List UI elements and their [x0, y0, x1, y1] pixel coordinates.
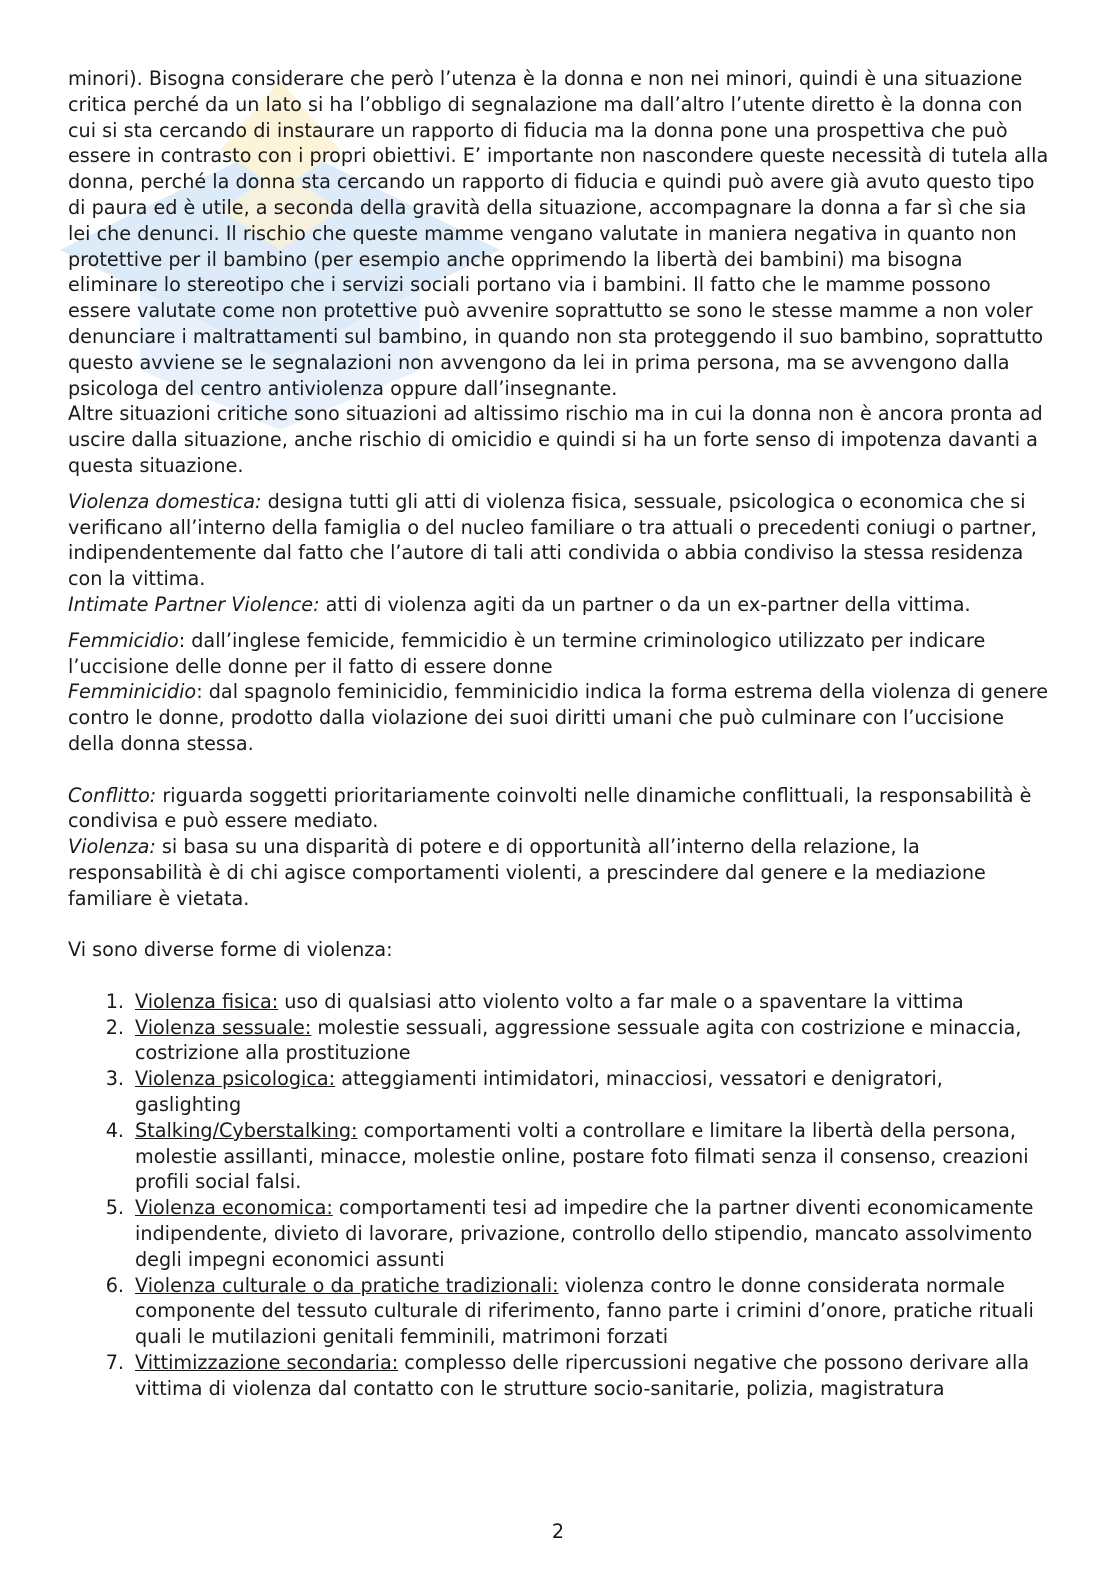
list-item-text: atteggiamenti intimidatori, minacciosi, vessatori e denigratori, gaslighting — [135, 1067, 943, 1117]
definition-feminicide — [68, 679, 1050, 756]
text-ipv: atti di violenza agiti da un partner o da un ex-partner della vittima. — [319, 592, 971, 616]
text-violence: si basa su una disparità di potere e di opportunità all’interno della relazione, la responsabilità è di chi agisce comportamenti violenti, a prescindere dal genere e la mediazione familiare è vietata. — [68, 835, 986, 910]
list-item-text: comportamenti tesi ad impedire che la partner diventi economicamente indipendente, divieto di lavorare, privazione, controllo dello stipendio, mancato assolvimento degli impegni economici assunti — [135, 1196, 1034, 1271]
list-item-text: complesso delle ripercussioni negative che possono derivare alla vittima di violenza dal contatto con le strutture socio-sanitarie, polizia, magistratura — [135, 1351, 1030, 1400]
term-femicide: Femmicidio — [68, 628, 179, 652]
term-feminicide: Femminicidio — [68, 680, 197, 704]
definition-femicide — [68, 628, 1050, 680]
list-item: 6. Violenza culturale o da pratiche tradizionali: violenza contro le donne considerata normale componente del tessuto culturale di riferimento, fanno parte i crimini d’onore, pratiche rituali quali le mutilazioni genitali femminili, matrimoni forzati — [105, 1273, 1034, 1349]
text-feminicide: : dal spagnolo feminicidio, femminicidio indica la forma estrema della violenza di genere contro le donne, prodotto dalla violazione dei suoi diritti umani che può culminare con l’uccisione della donna stessa. — [68, 680, 1049, 755]
list-item-label: Violenza culturale o da pratiche tradizionali: — [135, 1273, 559, 1297]
list-item-label: Stalking/Cyberstalking: — [135, 1118, 358, 1142]
list-item: 4. Stalking/Cyberstalking: comportamenti volti a controllare e limitare la libertà della persona, molestie assillanti, minacce, molestie online, postare foto filmati senza il consenso, creazioni profili social falsi. — [105, 1118, 1029, 1194]
text-domestic-violence: designa tutti gli atti di violenza fisica, sessuale, psicologica o economica che si verificano all’interno della famiglia o del nucleo familiare o tra attuali o precedenti coniugi o partner, indipendentemente dal fatto che l’autore di tali atti condivida o abbia condiviso la stessa residenza con la vittima. — [68, 489, 1037, 591]
forms-of-violence-list — [68, 989, 1050, 1402]
list-item-label: Violenza economica: — [135, 1196, 333, 1220]
term-conflict: Conflitto: — [68, 783, 157, 807]
definition-ipv — [68, 592, 1050, 618]
list-item: 2. Violenza sessuale: molestie sessuali, aggressione sessuale agita con costrizione e minaccia, costrizione alla prostituzione — [105, 1015, 1022, 1065]
list-item: 1. Violenza fisica: uso di qualsiasi atto violento volto a far male o a spaventare la vittima — [105, 989, 964, 1013]
text-femicide: : dall’inglese femicide, femmicidio è un termine criminologico utilizzato per indicare l’uccisione delle donne per il fatto di essere donne — [68, 628, 986, 678]
term-ipv: Intimate Partner Violence: — [68, 592, 320, 616]
intro-paragraph: minori). Bisogna considerare che però l’utenza è la donna e non nei minori, quindi è una situazione critica perché da un lato si ha l’obbligo di segnalazione ma dall’altro l’utente diretto è la donna con cui si sta cercando di instaurare un rapporto di fiducia ma la donna pone una prospettiva che può essere in contrasto con i propri obiettivi. E’ importante non nascondere queste necessità di tutela alla donna, perché la donna sta cercando un rapporto di fiducia e quindi può avere già avuto questo tipo di paura ed è utile, a seconda della gravità della situazione, accompagnare la donna a far sì che sia lei che denunci. Il rischio che queste mamme vengano valutate in maniera negativa in quanto non protettive per il bambino (per esempio anche opprimendo la libertà dei bambini) ma bisogna eliminare lo stereotipo che i servizi sociali portano via i bambini. Il fatto che le mamme possono essere valutate come non protettive può avvenire soprattutto se sono le stesse mamme a non voler denunciare i maltrattamenti sul bambino, in quando non sta proteggendo il suo bambino, soprattutto questo avviene se le segnalazioni non avvengono da lei in prima persona, ma se avvengono dalla psicologa del centro antiviolenza oppure dall’insegnante. — [68, 67, 1049, 400]
definition-conflict — [68, 783, 1050, 835]
text-conflict: riguarda soggetti prioritariamente coinvolti nelle dinamiche conflittuali, la responsabilità è condivisa e può essere mediato. — [68, 783, 1032, 833]
list-item-label: Violenza fisica: — [135, 989, 279, 1013]
list-item-label: Violenza sessuale: — [135, 1015, 312, 1039]
list-item-text: comportamenti volti a controllare e limitare la libertà della persona, molestie assillanti, minacce, molestie online, postare foto filmati senza il consenso, creazioni profili social falsi. — [135, 1118, 1029, 1194]
document-page — [68, 66, 1050, 1402]
definition-domestic-violence — [68, 489, 1050, 592]
list-item-label: Violenza psicologica: — [135, 1067, 336, 1091]
critical-situations-paragraph: Altre situazioni critiche sono situazioni ad altissimo rischio ma in cui la donna non è ancora pronta ad uscire dalla situazione, anche rischio di omicidio e quindi si ha un forte senso di impotenza davanti a questa situazione. — [68, 402, 1043, 477]
term-domestic-violence: Violenza domestica: — [68, 489, 262, 513]
list-item-label: Vittimizzazione secondaria: — [135, 1351, 399, 1375]
page-number: 2 — [551, 1520, 565, 1543]
list-item-text: uso di qualsiasi atto violento volto a far male o a spaventare la vittima — [278, 989, 964, 1013]
definition-violence — [68, 834, 1050, 911]
list-item-text: violenza contro le donne considerata normale componente del tessuto culturale di riferimento, fanno parte i crimini d’onore, pratiche rituali quali le mutilazioni genitali femminili, matrimoni forzati — [135, 1273, 1034, 1349]
list-item: 3. Violenza psicologica: atteggiamenti intimidatori, minacciosi, vessatori e denigratori, gaslighting — [105, 1067, 943, 1117]
list-item: 7. Vittimizzazione secondaria: complesso delle ripercussioni negative che possono derivare alla vittima di violenza dal contatto con le strutture socio-sanitarie, polizia, magistratura — [105, 1351, 1030, 1400]
list-item: 5. Violenza economica: comportamenti tesi ad impedire che la partner diventi economicamente indipendente, divieto di lavorare, privazione, controllo dello stipendio, mancato assolvimento degli impegni economici assunti — [105, 1196, 1034, 1271]
term-violence: Violenza: — [68, 835, 156, 859]
list-item-text: molestie sessuali, aggressione sessuale agita con costrizione e minaccia, costrizione alla prostituzione — [135, 1015, 1022, 1065]
forms-intro: Vi sono diverse forme di violenza: — [68, 938, 393, 962]
